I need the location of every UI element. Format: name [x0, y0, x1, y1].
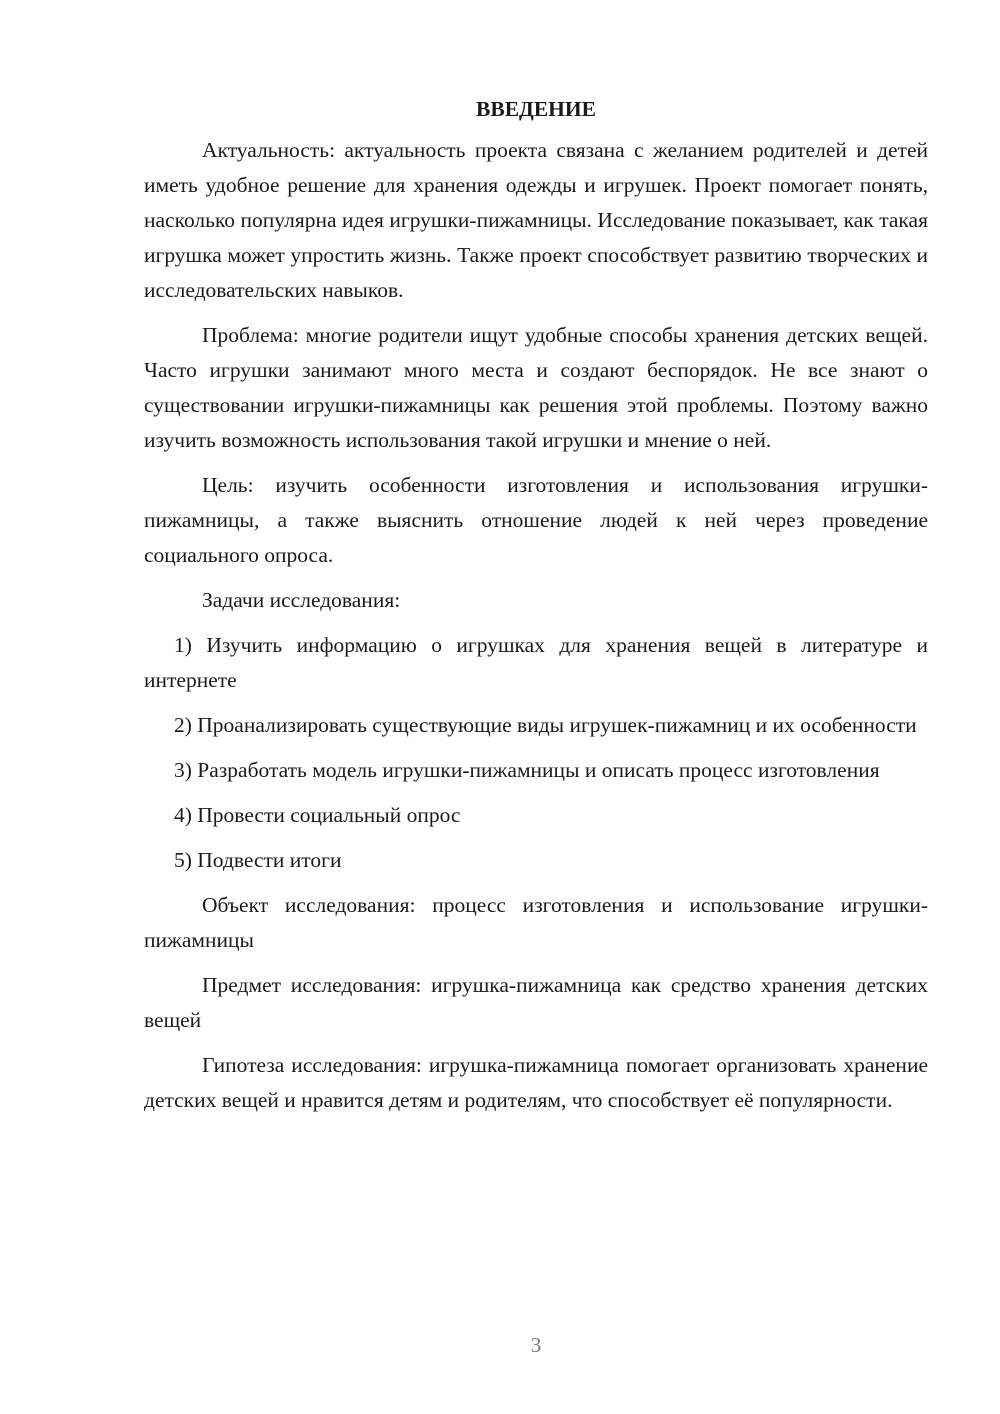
- task-item-3: 3) Разработать модель игрушки-пижамницы и описать процесс изготовления: [174, 758, 880, 782]
- problem-paragraph: Проблема: многие родители ищут удобные способы хранения детских вещей. Часто игрушки занимают много места и создают беспорядок. Не все знают о существовании игрушки-пижамницы как решения этой проблемы. Поэтому важно изучить возможность использования такой игрушки и мнение о ней.: [144, 323, 928, 452]
- task-item-5: 5) Подвести итоги: [174, 848, 342, 872]
- subject-paragraph: Предмет исследования: игрушка-пижамница как средство хранения детских вещей: [144, 973, 928, 1032]
- hypothesis-paragraph: Гипотеза исследования: игрушка-пижамница помогает организовать хранение детских вещей и нравится детям и родителям, что способствует её популярности.: [144, 1053, 928, 1112]
- task-item-1: 1) Изучить информацию о игрушках для хранения вещей в литературе и интернете: [144, 633, 928, 692]
- relevance-paragraph: Актуальность: актуальность проекта связана с желанием родителей и детей иметь удобное решение для хранения одежды и игрушек. Проект помогает понять, насколько популярна идея игрушки-пижамницы. Исследование показывает, как такая игрушка может упростить жизнь. Также проект способствует развитию творческих и исследовательских навыков.: [144, 138, 928, 302]
- page-number: 3: [530, 1333, 542, 1357]
- object-paragraph: Объект исследования: процесс изготовления и использование игрушки-пижамницы: [144, 893, 928, 952]
- section-heading: ВВЕДЕНИЕ: [476, 97, 596, 121]
- tasks-intro: Задачи исследования:: [202, 588, 401, 612]
- goal-paragraph: Цель: изучить особенности изготовления и использования игрушки-пижамницы, а также выяснить отношение людей к ней через проведение социального опроса.: [144, 473, 928, 567]
- task-item-4: 4) Провести социальный опрос: [174, 803, 461, 827]
- task-item-2: 2) Проанализировать существующие виды игрушек-пижамниц и их особенности: [174, 713, 917, 737]
- document-page: [144, 92, 928, 1128]
